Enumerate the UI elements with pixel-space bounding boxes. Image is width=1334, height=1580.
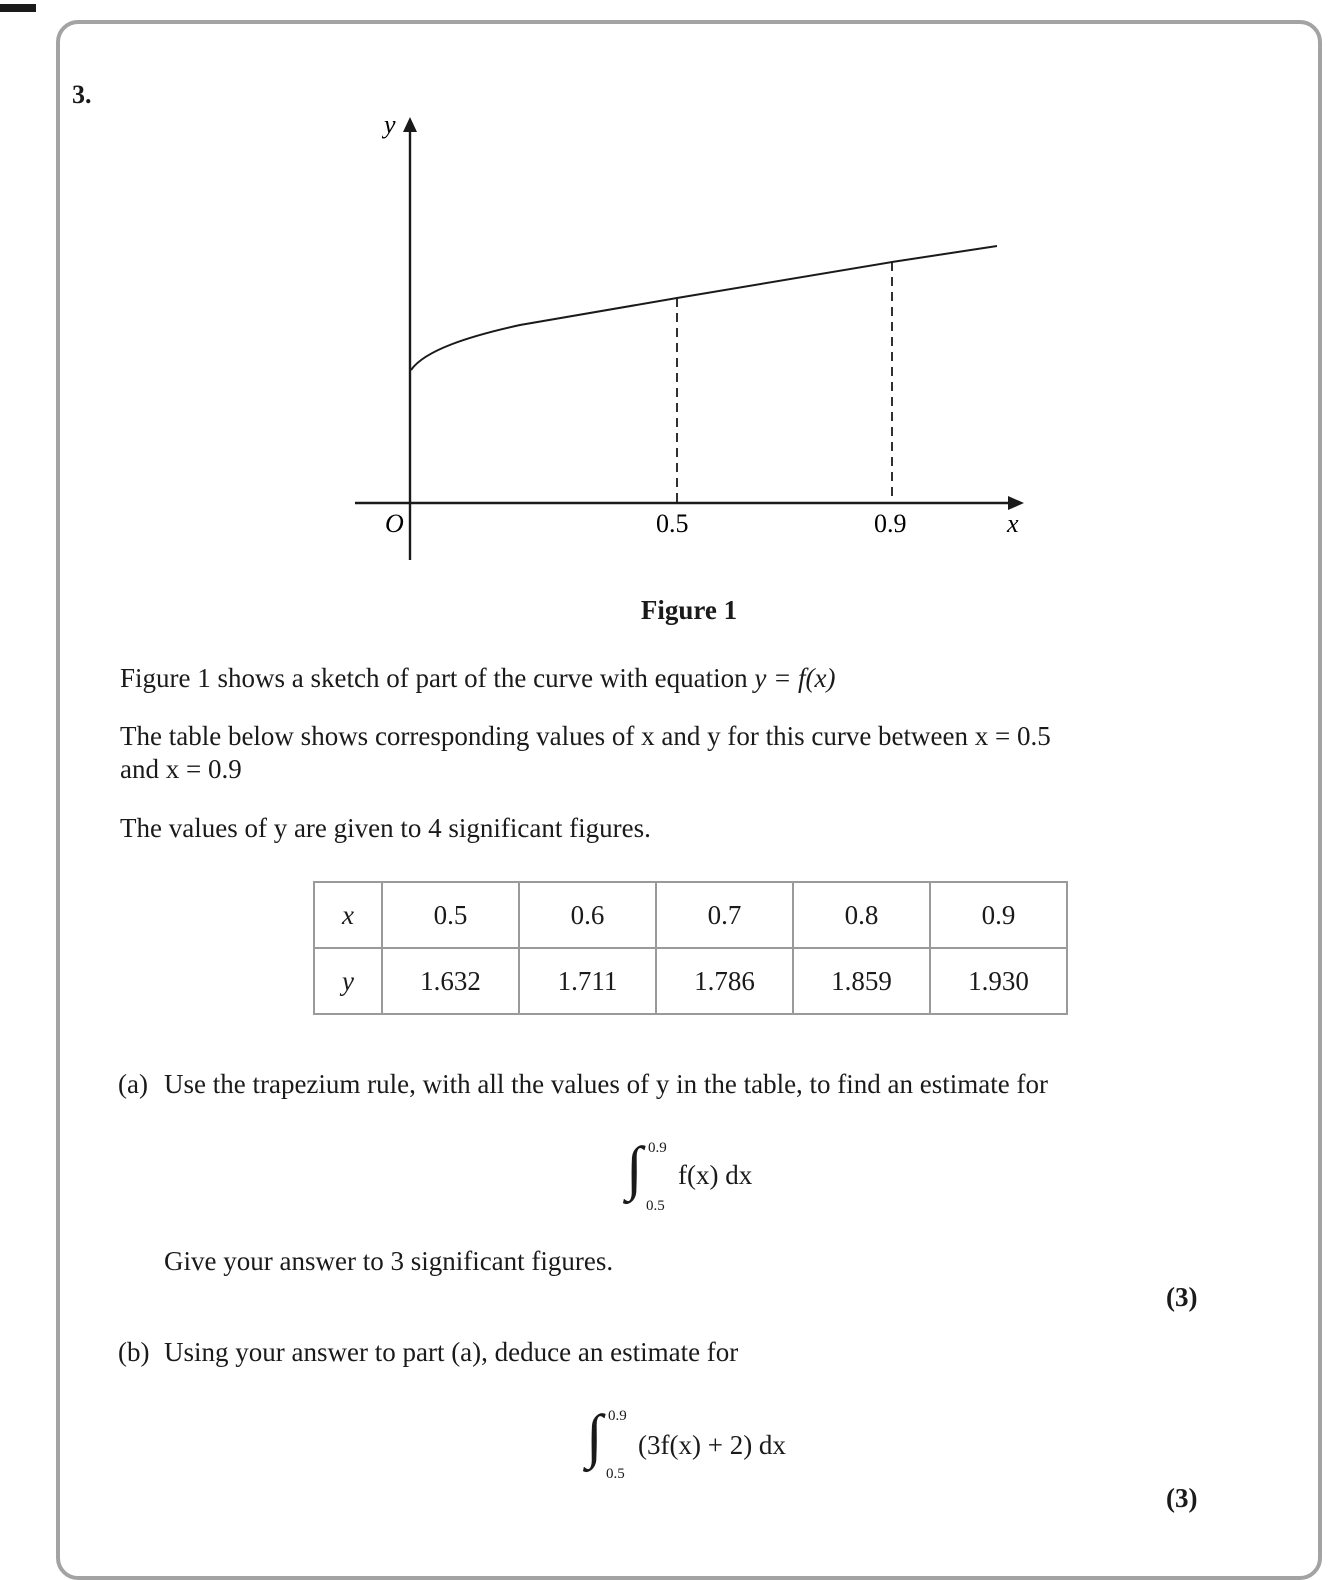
- integral-b-integrand: (3f(x) + 2) dx: [638, 1430, 786, 1460]
- tick-label-0.9: 0.9: [874, 509, 907, 538]
- table-cell: 1.859: [793, 948, 930, 1014]
- part-b-label: (b): [118, 1337, 150, 1367]
- intro-line-3: and x = 0.9: [120, 754, 242, 784]
- part-b-marks: (3): [1166, 1483, 1198, 1513]
- table-cell: 0.7: [656, 882, 793, 948]
- integral-b: [586, 1403, 846, 1490]
- curve-y-equals-f-x: [411, 246, 997, 370]
- table-cell: 1.711: [519, 948, 656, 1014]
- part-a-marks: (3): [1166, 1282, 1198, 1312]
- table-cell: 0.8: [793, 882, 930, 948]
- table-header-x: x: [314, 882, 382, 948]
- part-a-text: Use the trapezium rule, with all the values of y in the table, to find an estimate for: [164, 1069, 1048, 1099]
- table-row: [314, 948, 1067, 1014]
- part-a-instruction: Give your answer to 3 significant figures.: [164, 1246, 614, 1276]
- intro-line-2: The table below shows corresponding values of x and y for this curve between x = 0.5: [120, 721, 1051, 751]
- values-table: [313, 881, 1068, 1015]
- figure-1-sketch: [0, 0, 1334, 600]
- integral-b-upper: 0.9: [608, 1408, 627, 1424]
- integral-a-upper: 0.9: [648, 1140, 667, 1156]
- integral-a-integrand: f(x) dx: [678, 1160, 753, 1190]
- table-cell: 1.632: [382, 948, 519, 1014]
- table-row: [314, 882, 1067, 948]
- question-number: 3.: [72, 80, 92, 109]
- part-a-label: (a): [118, 1069, 148, 1099]
- x-axis-label: x: [1007, 509, 1019, 538]
- integral-a-lower: 0.5: [646, 1198, 665, 1214]
- y-axis-arrow-icon: [403, 117, 417, 132]
- intro-line-1-text: Figure 1 shows a sketch of part of the curve with equation: [120, 663, 755, 693]
- origin-label: O: [385, 509, 404, 538]
- part-b-text: Using your answer to part (a), deduce an estimate for: [164, 1337, 739, 1367]
- table-cell: 1.786: [656, 948, 793, 1014]
- figure-caption: Figure 1: [640, 595, 738, 625]
- table-cell: 0.9: [930, 882, 1067, 948]
- tick-label-0.5: 0.5: [656, 509, 689, 538]
- table-header-y: y: [314, 948, 382, 1014]
- table-cell: 1.930: [930, 948, 1067, 1014]
- table-cell: 0.6: [519, 882, 656, 948]
- integral-sign-icon: ∫: [586, 1403, 603, 1469]
- integral-b-lower: 0.5: [606, 1466, 625, 1482]
- intro-line-1: [120, 661, 836, 695]
- integral-a: [626, 1135, 826, 1222]
- intro-equation: y = f(x): [754, 663, 836, 693]
- table-cell: 0.5: [382, 882, 519, 948]
- y-axis-label: y: [384, 110, 396, 139]
- integral-sign-icon: ∫: [626, 1135, 643, 1201]
- x-axis-arrow-icon: [1008, 496, 1024, 510]
- intro-line-4: The values of y are given to 4 significant figures.: [120, 813, 651, 843]
